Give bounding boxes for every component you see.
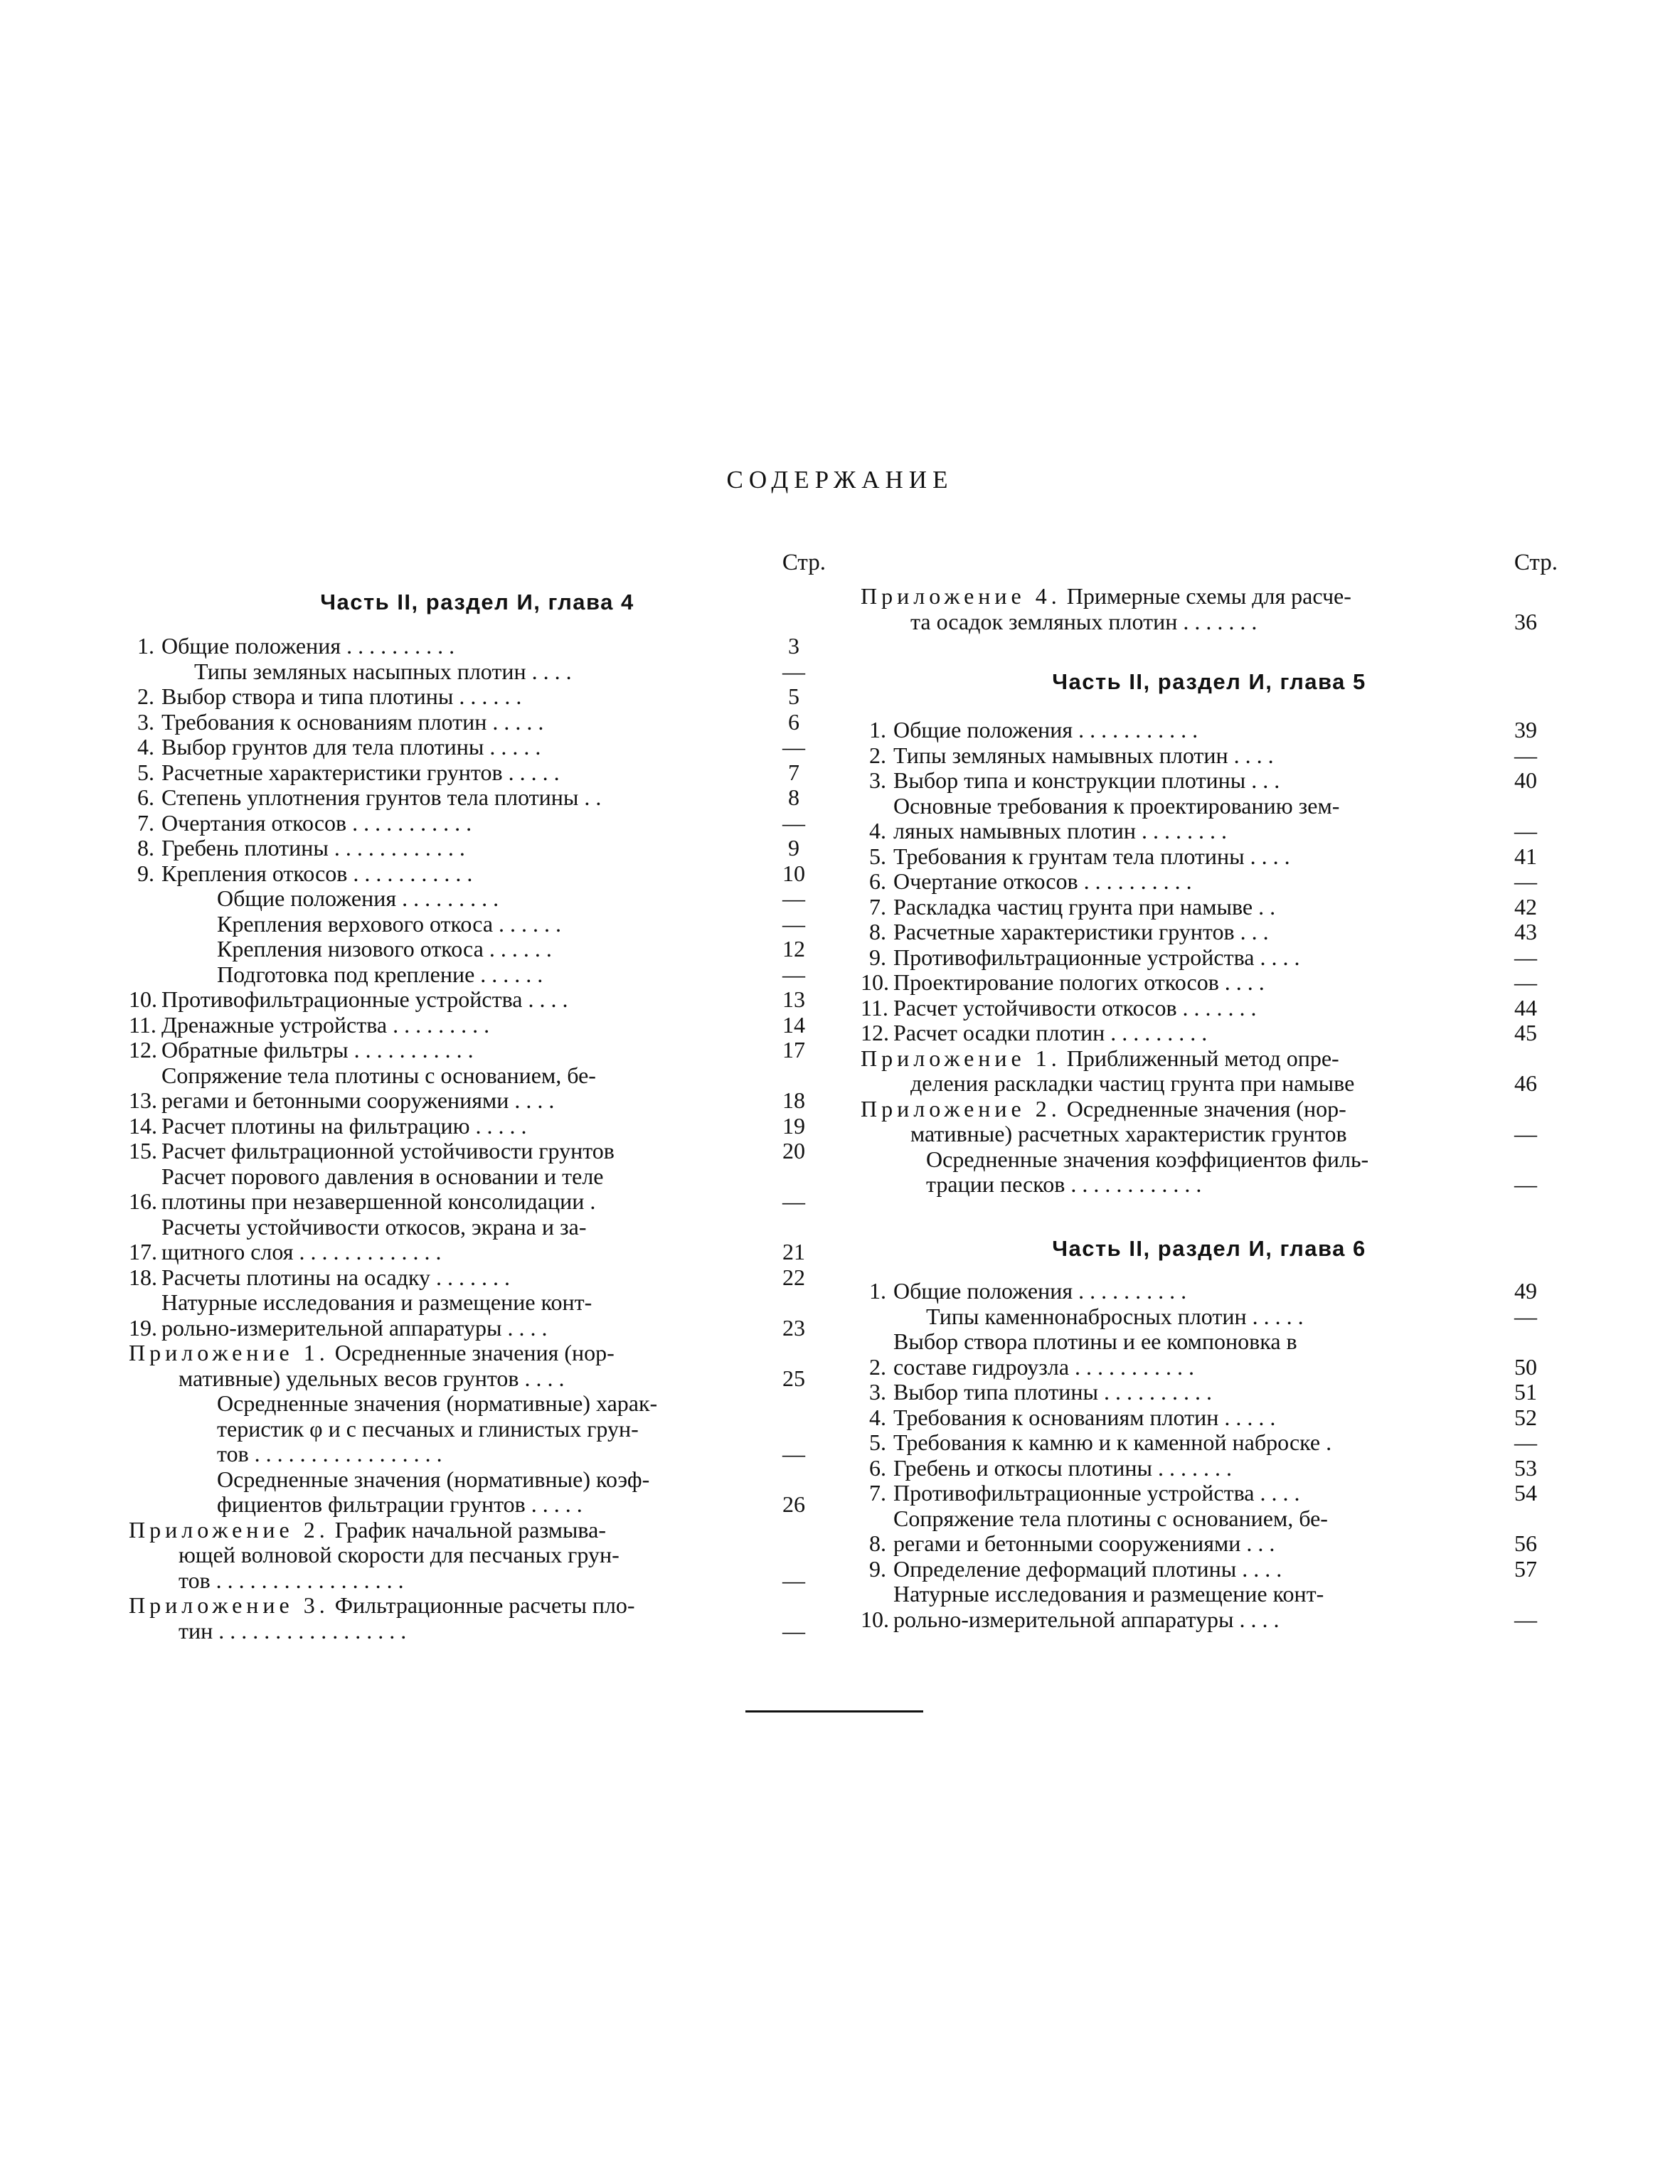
entry-text: Дренажные устройства . . . . . . . . . [161, 1011, 490, 1038]
entry-number: 1. [869, 1278, 886, 1304]
toc-entry [129, 886, 826, 912]
entry-text: Расчет осадки плотин . . . . . . . . . [893, 1020, 1208, 1045]
page-number: 17 [782, 1037, 805, 1062]
page-number: 53 [1514, 1454, 1537, 1481]
toc-entry [129, 710, 826, 735]
toc-entry [861, 1405, 1558, 1431]
entry-number: 4. [869, 1404, 886, 1430]
entry-text: Требования к грунтам тела плотины . . . . [893, 843, 1290, 869]
page-number: 13 [782, 986, 805, 1012]
entry-text: Выбор створа и типа плотины . . . . . . [161, 683, 522, 709]
toc-entry [129, 861, 826, 887]
page-number: 3 [788, 633, 799, 659]
entry-text: трации песков . . . . . . . . . . . . [926, 1171, 1202, 1197]
page-number: — [782, 1617, 805, 1644]
toc-entries [129, 634, 826, 1644]
entry-text: Противофильтрационные устройства . . . . [161, 986, 568, 1012]
toc-entry [861, 1506, 1558, 1557]
entry-text: Осредненные значения (нор- [334, 1340, 615, 1365]
entry-text: плотины при незавершенной консолидации . [161, 1188, 596, 1214]
footer-rule [745, 1710, 923, 1712]
entry-number: 6. [869, 868, 886, 894]
page-number: 43 [1514, 919, 1537, 944]
entry-number: 8. [869, 1530, 886, 1556]
entry-number: 12. [129, 1037, 157, 1062]
page-number: — [1514, 1429, 1537, 1455]
page-number: — [1514, 1121, 1537, 1146]
page-number: 23 [782, 1314, 805, 1341]
entry-text: Расчеты плотины на осадку . . . . . . . [161, 1264, 511, 1290]
toc-entry [129, 1341, 826, 1391]
entry-text: Крепления низового откоса . . . . . . [217, 936, 552, 962]
page-column-header: Стр. [1514, 550, 1558, 575]
entry-text: Выбор типа и конструкции плотины . . . [893, 767, 1280, 793]
toc-entry [861, 996, 1558, 1021]
page-number: 18 [782, 1087, 805, 1113]
page-number: 49 [1514, 1278, 1537, 1304]
page-number: — [1514, 944, 1537, 970]
section-title: Часть II, раздел И, глава 6 [1052, 1236, 1366, 1261]
entry-number: 12. [861, 1020, 889, 1045]
entry-number: 14. [129, 1112, 157, 1139]
toc-entry [129, 684, 826, 710]
toc-entries [861, 584, 1558, 634]
entry-text: ляных намывных плотин . . . . . . . . [893, 818, 1228, 843]
toc-entry [129, 1164, 826, 1215]
entry-text: Подготовка под крепление . . . . . . [217, 961, 543, 987]
entry-number: 1. [869, 717, 886, 742]
entry-text: Противофильтрационные устройства . . . . [893, 944, 1300, 970]
toc-entry [129, 987, 826, 1013]
toc-entry [129, 1063, 826, 1114]
entry-text: Приближенный метод опре- [1066, 1045, 1339, 1071]
toc-entry [129, 760, 826, 786]
section-title: Часть II, раздел И, глава 5 [1052, 669, 1366, 694]
entry-text: Общие положения . . . . . . . . . . . [893, 717, 1198, 742]
toc-section [861, 1236, 1558, 1632]
toc-entry [129, 1265, 826, 1291]
entry-number: 2. [869, 742, 886, 768]
entry-text: Расчетные характеристики грунтов . . . . . [161, 759, 560, 785]
toc-entry [129, 1518, 826, 1594]
entry-text: Примерные схемы для расче- [1066, 583, 1351, 609]
page-number: 7 [788, 759, 799, 785]
page-number: 52 [1514, 1404, 1537, 1430]
entry-text: ющей волновой скорости для песчаных грун- [179, 1542, 620, 1567]
entry-text: Осредненные значения (нормативные) харак- [217, 1390, 658, 1416]
toc-entry [129, 912, 826, 937]
toc-entry [861, 1279, 1558, 1304]
entry-text: Типы каменнонабросных плотин . . . . . [926, 1303, 1304, 1329]
page-number: — [782, 961, 805, 987]
page-number: — [1514, 1606, 1537, 1632]
page-number: 22 [782, 1264, 805, 1290]
entry-text: та осадок земляных плотин . . . . . . . [910, 608, 1258, 634]
toc-entry [861, 1582, 1558, 1632]
entry-number: 4. [137, 734, 154, 760]
entry-text: Типы земляных намывных плотин . . . . [893, 742, 1274, 768]
entry-text: щитного слоя . . . . . . . . . . . . . [161, 1239, 442, 1264]
entry-text: Расчеты устойчивости откосов, экрана и за- [161, 1213, 587, 1240]
page-column-header: Стр. [782, 550, 826, 575]
page-number: 26 [782, 1491, 805, 1517]
page-number: 41 [1514, 843, 1537, 869]
entry-number: 3. [137, 708, 154, 735]
entry-number: 10. [861, 1606, 889, 1632]
entry-text: Степень уплотнения грунтов тела плотины . . [161, 784, 602, 810]
entry-text: тин . . . . . . . . . . . . . . . . . [179, 1617, 407, 1644]
appendix-label: Приложение 2. [861, 1095, 1061, 1122]
page-number: — [782, 809, 805, 836]
toc-entry [861, 1097, 1558, 1147]
page-number: 5 [788, 683, 799, 709]
page-number: 19 [782, 1112, 805, 1139]
entry-number: 1. [137, 633, 154, 659]
entry-text: Типы земляных насыпных плотин . . . . [194, 658, 572, 684]
entry-text: регами и бетонными сооружениями . . . [893, 1530, 1275, 1556]
entry-text: Общие положения . . . . . . . . . [217, 885, 499, 911]
toc-entry [129, 1467, 826, 1518]
entry-text: Сопряжение тела плотины с основанием, бе- [893, 1505, 1328, 1531]
page-number: — [782, 1188, 805, 1214]
entry-text: мативные) удельных весов грунтов . . . . [179, 1365, 565, 1391]
toc-entry [129, 1038, 826, 1063]
entry-number: 18. [129, 1264, 157, 1290]
page-number: — [782, 1567, 805, 1593]
entry-text: Противофильтрационные устройства . . . . [893, 1480, 1300, 1506]
entry-number: 5. [869, 843, 886, 869]
toc-entry [861, 1456, 1558, 1481]
page-number: — [1514, 1171, 1537, 1197]
toc-entry [861, 869, 1558, 895]
appendix-label: Приложение 1. [129, 1340, 329, 1365]
appendix-label: Приложение 3. [129, 1592, 329, 1618]
entry-text: Раскладка частиц грунта при намыве . . [893, 893, 1276, 920]
entry-text: Расчет устойчивости откосов . . . . . . . [893, 994, 1257, 1021]
page-number: 40 [1514, 767, 1537, 793]
toc-entry [861, 768, 1558, 794]
page-number: 6 [788, 708, 799, 735]
entry-text: тов . . . . . . . . . . . . . . . . . [217, 1441, 442, 1466]
entry-text: регами и бетонными сооружениями . . . . [161, 1087, 555, 1113]
entry-number: 5. [869, 1429, 886, 1455]
page-number: 46 [1514, 1070, 1537, 1096]
entry-number: 3. [869, 767, 886, 793]
entry-text: составе гидроузла . . . . . . . . . . . [893, 1353, 1195, 1380]
toc-entry [861, 970, 1558, 996]
entry-text: Осредненные значения (нор- [1066, 1095, 1346, 1122]
page-number: — [782, 734, 805, 760]
toc-entry [861, 1046, 1558, 1097]
toc-entry [129, 1114, 826, 1139]
entry-text: Определение деформаций плотины . . . . [893, 1555, 1282, 1582]
entry-text: рольно-измерительной аппаратуры . . . . [161, 1314, 548, 1341]
page-number: — [1514, 969, 1537, 995]
page-number: 8 [788, 784, 799, 810]
entry-text: График начальной размыва- [334, 1516, 606, 1543]
entry-text: Требования к основаниям плотин . . . . . [893, 1404, 1276, 1430]
entry-text: теристик φ и с песчаных и глинистых грун- [217, 1415, 639, 1442]
entry-number: 2. [869, 1353, 886, 1380]
toc-entry [861, 794, 1558, 844]
toc-entry [129, 634, 826, 659]
toc-entry [861, 920, 1558, 945]
entry-text: Выбор типа плотины . . . . . . . . . . [893, 1379, 1212, 1405]
page-number: 51 [1514, 1379, 1537, 1405]
entry-text: Основные требования к проектированию зем- [893, 792, 1340, 819]
appendix-label: Приложение 1. [861, 1045, 1061, 1071]
entry-number: 8. [869, 919, 886, 944]
toc-entry [861, 844, 1558, 870]
toc-entry [861, 1557, 1558, 1582]
toc-entry [861, 1329, 1558, 1380]
page-number: 14 [782, 1011, 805, 1038]
page-number: 20 [782, 1138, 805, 1163]
entry-text: Расчет порового давления в основании и теле [161, 1163, 604, 1189]
entry-text: Гребень и откосы плотины . . . . . . . [893, 1454, 1232, 1481]
entry-text: Обратные фильтры . . . . . . . . . . . [161, 1037, 474, 1062]
entry-text: Расчет плотины на фильтрацию . . . . . [161, 1112, 527, 1139]
entry-text: Осредненные значения коэффициентов филь- [926, 1146, 1369, 1172]
entry-number: 7. [869, 1480, 886, 1506]
entry-text: Общие положения . . . . . . . . . . [893, 1278, 1187, 1304]
entry-text: Сопряжение тела плотины с основанием, бе- [161, 1062, 596, 1088]
page-number: 25 [782, 1365, 805, 1391]
toc-entry [129, 1290, 826, 1341]
toc-entry [861, 895, 1558, 920]
toc-entries [861, 1279, 1558, 1632]
entry-text: Выбор створа плотины и ее компоновка в [893, 1328, 1297, 1354]
page-number: 21 [782, 1239, 805, 1264]
toc-entry [129, 785, 826, 811]
page-number: — [782, 885, 805, 911]
entry-text: рольно-измерительной аппаратуры . . . . [893, 1606, 1280, 1632]
entry-number: 10. [861, 969, 889, 995]
toc-entry [129, 937, 826, 962]
toc-entry [861, 1380, 1558, 1405]
entry-text: Выбор грунтов для тела плотины . . . . . [161, 734, 541, 760]
entry-text: Крепления верхового откоса . . . . . . [217, 910, 562, 937]
toc-entry [129, 735, 826, 760]
toc-entry [129, 1215, 826, 1265]
toc-entry [129, 1139, 826, 1164]
toc-entry [129, 962, 826, 988]
appendix-label: Приложение 4. [861, 583, 1061, 609]
toc-entry [861, 1481, 1558, 1506]
page-number: — [782, 1441, 805, 1466]
page-number: 57 [1514, 1555, 1537, 1582]
entry-text: Гребень плотины . . . . . . . . . . . . [161, 835, 465, 861]
entry-text: Проектирование пологих откосов . . . . [893, 969, 1265, 995]
entry-text: Общие положения . . . . . . . . . . [161, 633, 455, 659]
entry-number: 6. [137, 784, 154, 810]
entry-number: 4. [869, 818, 886, 843]
toc-entry [129, 1391, 826, 1467]
toc-entry [129, 836, 826, 861]
toc-entry [861, 1147, 1558, 1198]
page-number: 12 [782, 936, 805, 962]
toc-section [861, 669, 1558, 1197]
entry-text: Фильтрационные расчеты пло- [334, 1592, 635, 1618]
entry-number: 9. [137, 860, 154, 886]
page-number: — [1514, 868, 1537, 894]
page-number: 50 [1514, 1353, 1537, 1380]
toc-entry [861, 1304, 1558, 1330]
page-number: 36 [1514, 608, 1537, 634]
toc-entry [861, 743, 1558, 769]
page-number: 9 [788, 835, 799, 861]
toc-entry [861, 1430, 1558, 1456]
entry-number: 11. [129, 1011, 156, 1038]
entry-number: 7. [137, 809, 154, 836]
page-number: 39 [1514, 717, 1537, 742]
page-number: 44 [1514, 994, 1537, 1021]
entry-text: Требования к камню и к каменной наброске . [893, 1429, 1332, 1455]
entry-number: 3. [869, 1379, 886, 1405]
entry-text: тов . . . . . . . . . . . . . . . . . [179, 1567, 404, 1593]
page-number: — [1514, 1303, 1537, 1329]
entry-text: Натурные исследования и размещение конт- [893, 1581, 1324, 1607]
entry-text: мативные) расчетных характеристик грунтов [910, 1121, 1347, 1146]
toc-entry [129, 1013, 826, 1038]
entry-number: 11. [861, 994, 888, 1021]
entry-number: 17. [129, 1239, 157, 1264]
entry-text: Крепления откосов . . . . . . . . . . . [161, 860, 473, 886]
entry-number: 9. [869, 944, 886, 970]
page-number: 56 [1514, 1530, 1537, 1556]
toc-entry [861, 945, 1558, 971]
entry-number: 2. [137, 683, 154, 709]
entry-text: Расчет фильтрационной устойчивости грунтов [161, 1138, 615, 1163]
entry-number: 6. [869, 1454, 886, 1481]
entry-text: Очертания откосов . . . . . . . . . . . [161, 809, 472, 836]
entry-number: 13. [129, 1087, 157, 1113]
entry-number: 5. [137, 759, 154, 785]
entry-text: Осредненные значения (нормативные) коэф- [217, 1466, 650, 1492]
page-number: 45 [1514, 1020, 1537, 1045]
page-title: СОДЕРЖАНИЕ [726, 466, 954, 494]
entry-number: 16. [129, 1188, 157, 1214]
entry-text: деления раскладки частиц грунта при намыве [910, 1070, 1355, 1096]
toc-entry [861, 1021, 1558, 1046]
toc-entry [861, 718, 1558, 743]
entry-number: 7. [869, 893, 886, 920]
entry-text: Натурные исследования и размещение конт- [161, 1289, 592, 1315]
toc-entry [129, 659, 826, 685]
entry-number: 15. [129, 1138, 157, 1163]
entry-text: фициентов фильтрации грунтов . . . . . [217, 1491, 583, 1517]
entry-number: 19. [129, 1314, 157, 1341]
toc-entries [861, 718, 1558, 1198]
page-number: — [782, 910, 805, 937]
page-number: — [1514, 818, 1537, 843]
entry-number: 8. [137, 835, 154, 861]
entry-text: Очертание откосов . . . . . . . . . . [893, 868, 1192, 894]
page-number: 42 [1514, 893, 1537, 920]
page-number: 54 [1514, 1480, 1537, 1506]
page-number: — [1514, 742, 1537, 768]
toc-entry [861, 584, 1558, 634]
toc-entry [129, 1593, 826, 1644]
toc-section [129, 590, 826, 1644]
entry-text: Требования к основаниям плотин . . . . . [161, 708, 544, 735]
page-number: 10 [782, 860, 805, 886]
section-title: Часть II, раздел И, глава 4 [320, 590, 634, 614]
toc-entry [129, 811, 826, 836]
appendix-label: Приложение 2. [129, 1516, 329, 1543]
page-number: — [782, 658, 805, 684]
entry-number: 9. [869, 1555, 886, 1582]
entry-number: 10. [129, 986, 157, 1012]
entry-text: Расчетные характеристики грунтов . . . [893, 919, 1269, 944]
